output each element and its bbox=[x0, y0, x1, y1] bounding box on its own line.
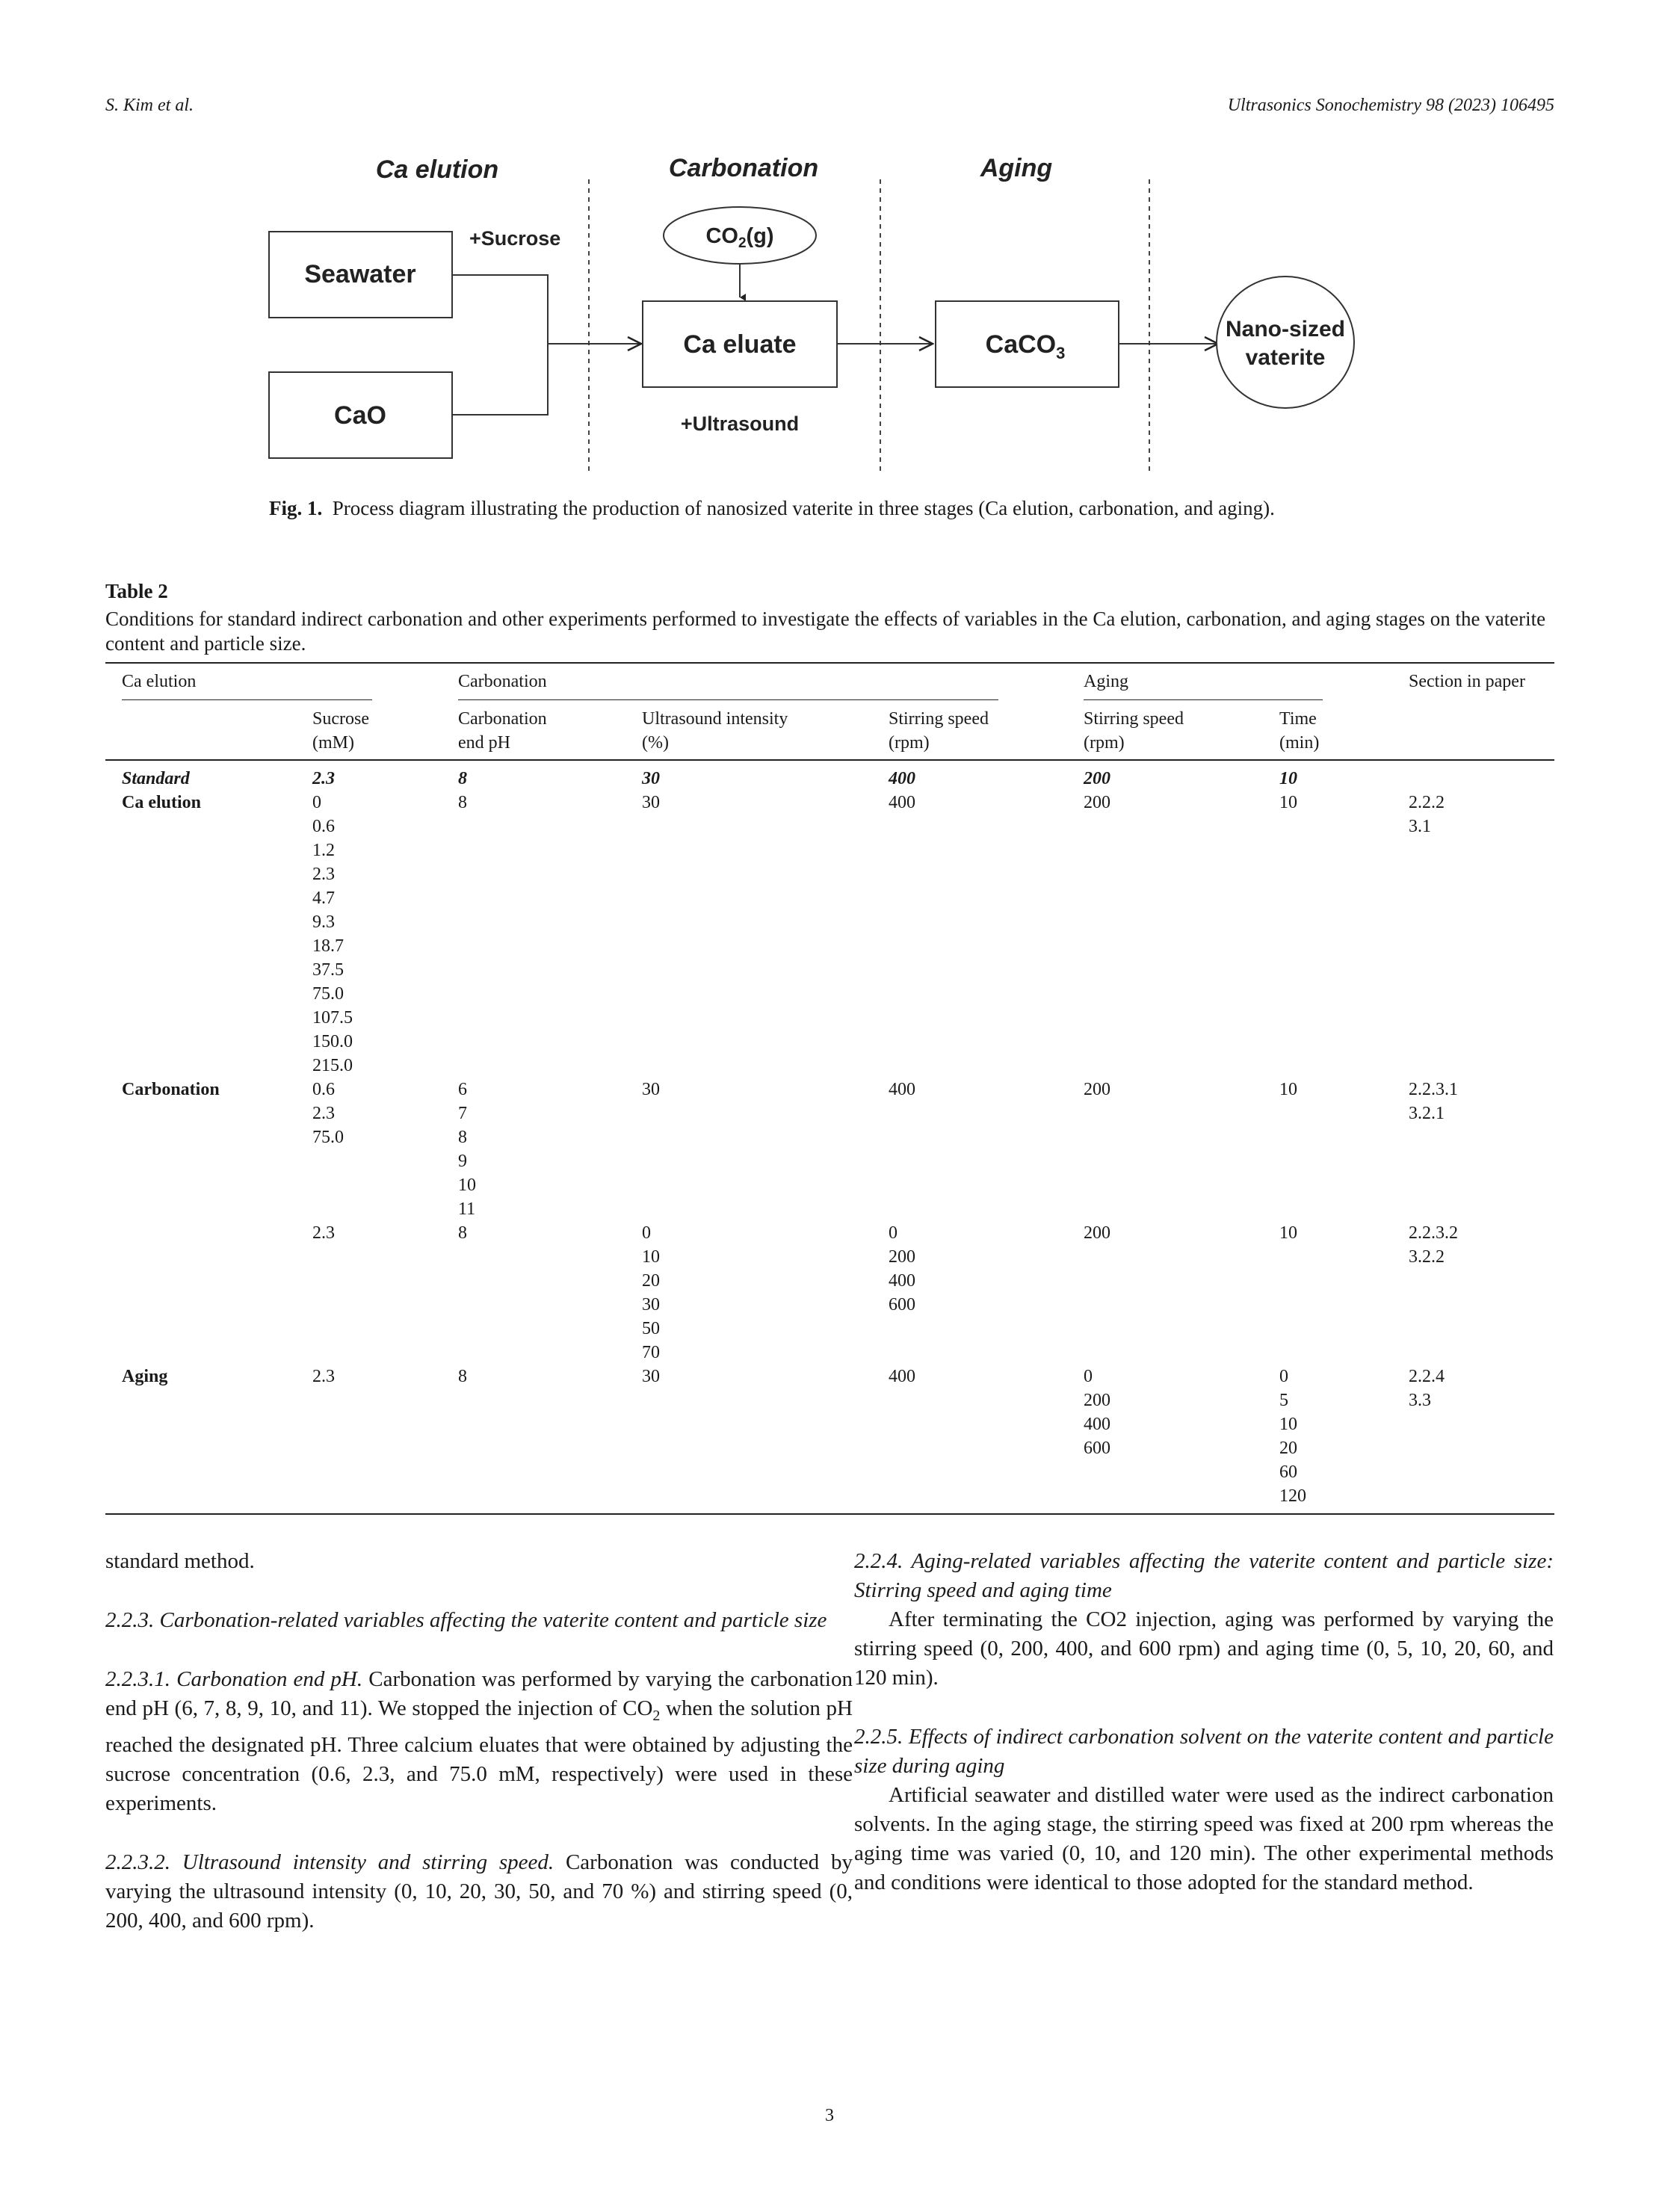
table-bottom-rule bbox=[105, 1513, 1554, 1515]
table-cell: 8 bbox=[458, 793, 467, 812]
stage-title-ca-elution: Ca elution bbox=[375, 155, 499, 184]
row-label-carbonation: Carbonation bbox=[122, 1080, 220, 1099]
table-cell-section: 2.2.3.1 3.2.1 bbox=[1409, 1080, 1458, 1123]
group-header-section: Section in paper bbox=[1409, 672, 1525, 691]
section-heading-2-2-5: 2.2.5. Effects of indirect carbonation solvent on the vaterite content and particle size during aging bbox=[854, 1725, 1554, 1778]
page-number: 3 bbox=[825, 2106, 834, 2125]
col-header-end-ph: Carbonation end pH bbox=[458, 709, 547, 753]
table-cell-section: 2.2.4 3.3 bbox=[1409, 1367, 1445, 1410]
col-header-stirring-carb: Stirring speed (rpm) bbox=[889, 709, 989, 753]
product-vaterite-line2: vaterite bbox=[1245, 345, 1326, 370]
subsection-head-2-2-3-2: 2.2.3.2. Ultrasound intensity and stirring speed. bbox=[105, 1850, 554, 1874]
table-title: Table 2 bbox=[105, 580, 168, 602]
table-cell: 30 bbox=[642, 1367, 660, 1386]
box-caco3-label: CaCO$_3$ bbox=[985, 330, 1066, 362]
table-cell: 2.3 bbox=[312, 769, 335, 788]
col-header-sucrose: Sucrose (mM) bbox=[312, 709, 369, 753]
col-header-ultrasound: Ultrasound intensity (%) bbox=[642, 709, 788, 753]
table-cell: 400 bbox=[889, 793, 915, 812]
product-vaterite-ellipse bbox=[1217, 276, 1354, 408]
table-cell: 6 7 8 9 10 11 bbox=[458, 1080, 476, 1219]
figure-caption bbox=[269, 497, 1420, 520]
connector-merge bbox=[452, 275, 548, 415]
table-cell: 0 200 400 600 bbox=[889, 1223, 915, 1314]
group-header-ca-elution: Ca elution bbox=[122, 672, 197, 691]
table-cell: 0 200 400 600 bbox=[1084, 1367, 1110, 1458]
group-header-aging: Aging bbox=[1084, 672, 1128, 691]
table-cell: 0 0.6 1.2 2.3 4.7 9.3 18.7 37.5 75.0 107.5 150.0 215.0 bbox=[312, 793, 353, 1075]
process-diagram bbox=[247, 142, 1427, 486]
table-cell: 30 bbox=[642, 1080, 660, 1099]
table-cell: 8 bbox=[458, 1223, 467, 1243]
section-heading-2-2-4: 2.2.4. Aging-related variables affecting the vaterite content and particle size: Stirring speed and aging time bbox=[854, 1549, 1554, 1602]
table-cell: 2.3 bbox=[312, 1367, 335, 1386]
group-header-carbonation: Carbonation bbox=[458, 672, 547, 691]
running-header-authors: S. Kim et al. bbox=[105, 96, 194, 115]
figure-caption-label: Fig. 1. bbox=[269, 497, 323, 519]
table-cell: 200 bbox=[1084, 1223, 1110, 1243]
box-cao-label: CaO bbox=[334, 401, 386, 430]
table-cell: 10 bbox=[1279, 793, 1297, 812]
section-heading-2-2-3: 2.2.3. Carbonation-related variables affecting the vaterite content and particle size bbox=[105, 1608, 827, 1632]
body-column-right bbox=[854, 1547, 1554, 1897]
running-header-journal: Ultrasonics Sonochemistry 98 (2023) 106495 bbox=[1227, 96, 1554, 115]
table-cell: 0 10 20 30 50 70 bbox=[642, 1223, 660, 1362]
table-cell: 10 bbox=[1279, 769, 1297, 788]
row-label-aging: Aging bbox=[122, 1367, 168, 1386]
table-cell: 400 bbox=[889, 1080, 915, 1099]
table-top-rule bbox=[105, 662, 1554, 664]
box-ca-eluate-label: Ca eluate bbox=[683, 330, 797, 359]
table-cell: 400 bbox=[889, 1367, 915, 1386]
figure-caption-text: Process diagram illustrating the production of nanosized vaterite in three stages (Ca elution, carbonation, and aging). bbox=[332, 497, 1275, 519]
table-cell: 0.6 2.3 75.0 bbox=[312, 1080, 344, 1147]
table-description: Conditions for standard indirect carbonation and other experiments performed to investigate the effects of variables in the Ca elution, carbonation, and aging stages on the vaterite content and particle size. bbox=[105, 608, 1546, 655]
co2-gas-label: $CO_2(g)$ bbox=[705, 224, 774, 251]
table-header-rule bbox=[105, 759, 1554, 761]
table-cell: 2.3 bbox=[312, 1223, 335, 1243]
table-cell: 8 bbox=[458, 1367, 467, 1386]
stage-title-carbonation: Carbonation bbox=[668, 154, 819, 182]
paragraph-2-2-5: Artificial seawater and distilled water were used as the indirect carbonation solvents. In the aging stage, the stirring speed was fixed at 200 rpm whereas the aging time was varied (0, 10, and 120 min). The other experimental methods and conditions were identical to those adopted for the standard method. bbox=[854, 1783, 1554, 1894]
subsection-head-2-2-3-1: 2.2.3.1. Carbonation end pH. bbox=[105, 1667, 363, 1691]
row-label-standard: Standard bbox=[122, 769, 190, 788]
label-ultrasound: +Ultrasound bbox=[680, 413, 800, 435]
label-sucrose: +Sucrose bbox=[469, 227, 561, 250]
group-rule-aging bbox=[1084, 699, 1323, 700]
col-header-stirring-aging: Stirring speed (rpm) bbox=[1084, 709, 1184, 753]
table-cell: 200 bbox=[1084, 793, 1110, 812]
table-cell: 200 bbox=[1084, 1080, 1110, 1099]
product-vaterite-line1: Nano-sized bbox=[1225, 317, 1346, 342]
body-column-left bbox=[105, 1547, 853, 1936]
table-cell: 8 bbox=[458, 769, 467, 788]
group-rule-ca-elution bbox=[122, 699, 372, 700]
table-cell: 30 bbox=[642, 769, 660, 788]
paragraph-2-2-3-1: 2.2.3.1. Carbonation end pH. Carbonation was performed by varying the carbonation end pH (6, 7, 8, 9, 10, and 11). We stopped the injection of $CO_2$ when the solution pH reached the designated pH. Three calcium eluates that were obtained by adjusting the sucrose concentration (0.6, 2.3, and 75.0 mM, respectively) were used in these experiments. bbox=[105, 1667, 853, 1815]
table-cell: 0 5 10 20 60 120 bbox=[1279, 1367, 1306, 1506]
table-cell: 400 bbox=[889, 769, 915, 788]
box-seawater-label: Seawater bbox=[304, 260, 416, 288]
paragraph-2-2-4: After terminating the CO2 injection, aging was performed by varying the stirring speed (0, 200, 400, and 600 rpm) and aging time (0, 5, 10, 20, 60, and 120 min). bbox=[854, 1607, 1554, 1690]
table-cell: 30 bbox=[642, 793, 660, 812]
table-cell: 200 bbox=[1084, 769, 1110, 788]
col-header-time: Time (min) bbox=[1279, 709, 1320, 753]
group-rule-carbonation bbox=[458, 699, 998, 700]
table-cell-section: 2.2.2 3.1 bbox=[1409, 793, 1445, 836]
table-cell: 10 bbox=[1279, 1080, 1297, 1099]
paragraph-2-2-3-2: 2.2.3.2. Ultrasound intensity and stirring speed. Carbonation was conducted by varying the ultrasound intensity (0, 10, 20, 30, 50, and 70 %) and stirring speed (0, 200, 400, and 600 rpm). bbox=[105, 1850, 853, 1933]
table-cell-section: 2.2.3.2 3.2.2 bbox=[1409, 1223, 1458, 1267]
row-label-ca-elution: Ca elution bbox=[122, 793, 202, 812]
table-cell: 10 bbox=[1279, 1223, 1297, 1243]
paragraph-continued: standard method. bbox=[105, 1549, 255, 1573]
stage-title-aging: Aging bbox=[980, 154, 1053, 182]
